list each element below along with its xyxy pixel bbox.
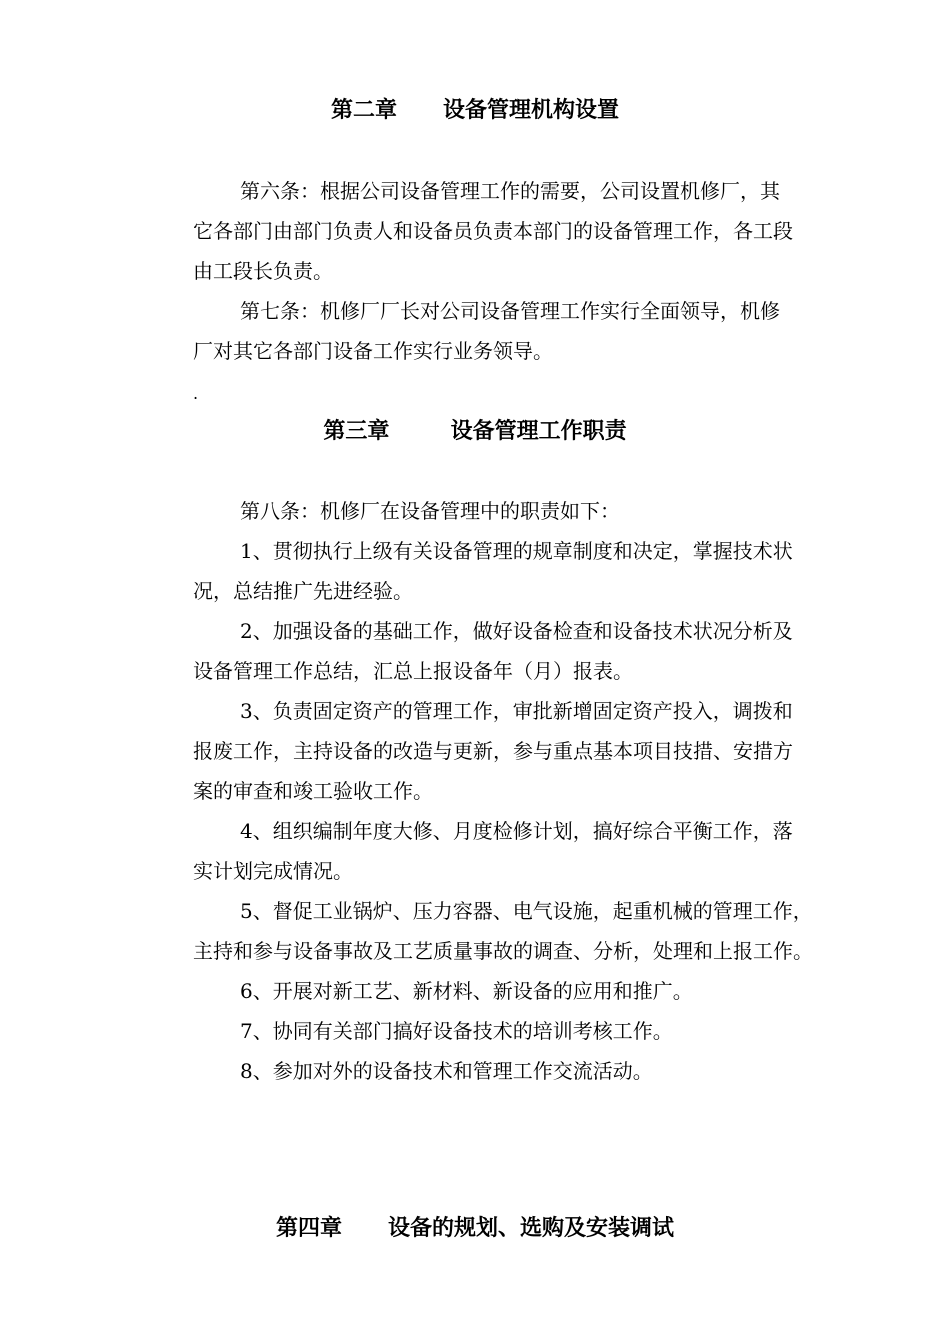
duty-4-line-1: 4、组织编制年度大修、月度检修计划，搞好综合平衡工作，落 bbox=[240, 819, 793, 843]
article-6-line-2: 它各部门由部门负责人和设备员负责本部门的设备管理工作，各工段 bbox=[193, 219, 793, 243]
article-7-line-2: 厂对其它各部门设备工作实行业务领导。 bbox=[193, 339, 553, 363]
duty-5-line-1: 5、督促工业锅炉、压力容器、电气设施，起重机械的管理工作， bbox=[240, 899, 813, 923]
duty-2-line-1: 2、加强设备的基础工作，做好设备检查和设备技术状况分析及 bbox=[240, 619, 793, 643]
article-8-intro: 第八条：机修厂在设备管理中的职责如下： bbox=[240, 499, 620, 523]
duty-1-line-2: 况，总结推广先进经验。 bbox=[193, 579, 413, 603]
chapter-4-heading: 第四章 设备的规划、选购及安装调试 bbox=[276, 1215, 674, 1241]
duty-1-line-1: 1、贯彻执行上级有关设备管理的规章制度和决定，掌握技术状 bbox=[240, 539, 793, 563]
duty-3-line-3: 案的审查和竣工验收工作。 bbox=[193, 779, 433, 803]
article-7-line-1: 第七条：机修厂厂长对公司设备管理工作实行全面领导，机修 bbox=[240, 299, 780, 323]
duty-7-line-1: 7、协同有关部门搞好设备技术的培训考核工作。 bbox=[240, 1019, 673, 1043]
chapter-3-heading: 第三章 设备管理工作职责 bbox=[323, 418, 627, 444]
article-6-line-3: 由工段长负责。 bbox=[193, 259, 333, 283]
stray-mark: . bbox=[193, 384, 199, 403]
duty-3-line-2: 报废工作，主持设备的改造与更新，参与重点基本项目技措、安措方 bbox=[193, 739, 793, 763]
duty-4-line-2: 实计划完成情况。 bbox=[193, 859, 353, 883]
chapter-2-heading: 第二章 设备管理机构设置 bbox=[331, 97, 619, 123]
article-6-line-1: 第六条：根据公司设备管理工作的需要，公司设置机修厂，其 bbox=[240, 179, 780, 203]
duty-5-line-2: 主持和参与设备事故及工艺质量事故的调查、分析，处理和上报工作。 bbox=[193, 939, 813, 963]
duty-2-line-2: 设备管理工作总结，汇总上报设备年（月）报表。 bbox=[193, 659, 633, 683]
duty-8-line-1: 8、参加对外的设备技术和管理工作交流活动。 bbox=[240, 1059, 653, 1083]
duty-6-line-1: 6、开展对新工艺、新材料、新设备的应用和推广。 bbox=[240, 979, 693, 1003]
duty-3-line-1: 3、负责固定资产的管理工作，审批新增固定资产投入，调拨和 bbox=[240, 699, 793, 723]
